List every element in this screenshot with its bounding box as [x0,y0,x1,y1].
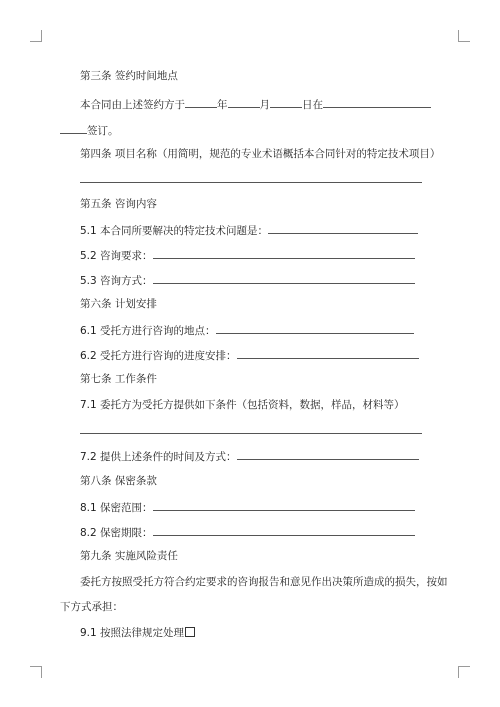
day-blank[interactable] [270,96,302,108]
signing-date-line [80,96,431,112]
item-7-1-blank[interactable] [80,433,422,434]
item-7-2 [80,448,419,464]
item-9-1-label: 9.1 按照法律规定处理 [80,627,185,639]
item-5-3-label: 5.3 咨询方式： [80,275,153,287]
year-blank[interactable] [185,96,217,108]
item-6-1-blank[interactable] [216,322,414,334]
crop-mark-bottom-right [458,666,470,678]
month-label: 月 [259,99,270,111]
signing-date-prefix: 本合同由上述签约方于 [80,99,185,111]
checkbox-icon[interactable] [185,627,195,637]
item-8-2-label: 8.2 保密期限： [80,527,153,539]
signing-end-text: 签订。 [87,125,119,137]
item-5-2 [80,247,415,263]
section-5-heading: 第五条 咨询内容 [80,198,157,210]
day-place-label: 日在 [302,99,323,111]
item-7-2-blank[interactable] [237,448,419,460]
section-9-heading: 第九条 实施风险责任 [80,550,178,562]
item-6-2-blank[interactable] [237,347,419,359]
item-8-2 [80,524,415,540]
item-6-1-label: 6.1 受托方进行咨询的地点： [80,325,216,337]
item-8-1 [80,499,415,515]
month-blank[interactable] [228,96,260,108]
item-5-3 [80,272,415,288]
section-6-heading: 第六条 计划安排 [80,298,157,310]
item-8-1-label: 8.1 保密范围： [80,502,153,514]
item-5-1-label: 5.1 本合同所要解决的特定技术问题是： [80,225,269,237]
item-5-1 [80,222,418,238]
year-label: 年 [217,99,228,111]
section-7-heading: 第七条 工作条件 [80,373,157,385]
item-8-1-blank[interactable] [153,499,415,511]
item-7-2-label: 7.2 提供上述条件的时间及方式： [80,451,237,463]
item-7-1: 7.1 委托方为受托方提供如下条件（包括资料，数据，样品，材料等） [80,399,405,411]
place-blank-continued[interactable] [60,122,87,134]
item-6-2-label: 6.2 受托方进行咨询的进度安排： [80,350,237,362]
place-blank[interactable] [323,96,431,108]
risk-paragraph-line-2: 下方式承担： [60,601,123,613]
item-5-2-label: 5.2 咨询要求： [80,250,153,262]
item-5-2-blank[interactable] [153,247,415,259]
signing-date-line-end [60,122,119,138]
risk-paragraph-line-1: 委托方按照受托方符合约定要求的咨询报告和意见作出决策所造成的损失，按如 [80,576,448,588]
section-4-heading: 第四条 项目名称（用简明，规范的专业术语概括本合同针对的特定技术项目） [80,148,441,160]
section-3-heading: 第三条 签约时间地点 [80,70,178,82]
crop-mark-top-left [30,30,42,42]
crop-mark-top-right [458,30,470,42]
section-8-heading: 第八条 保密条款 [80,475,157,487]
crop-mark-bottom-left [30,666,42,678]
item-6-1 [80,322,414,338]
item-5-3-blank[interactable] [153,272,415,284]
item-9-1 [80,626,195,640]
item-8-2-blank[interactable] [153,524,415,536]
item-5-1-blank[interactable] [268,222,418,234]
project-name-blank[interactable] [80,182,422,183]
item-6-2 [80,347,419,363]
